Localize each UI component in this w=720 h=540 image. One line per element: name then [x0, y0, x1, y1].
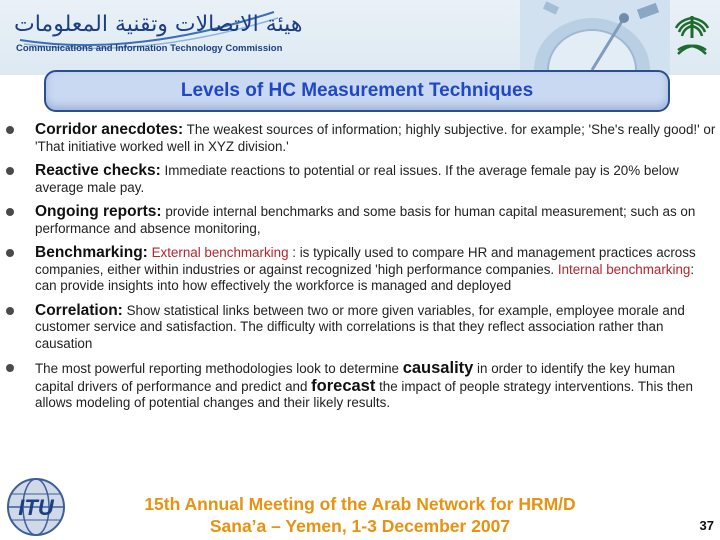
- forecast-term: forecast: [311, 376, 376, 395]
- bullet-reactive-checks: [6, 163, 716, 196]
- bullet-text: The weakest sources of information; highly subjective. for example; 'She's really good!' or 'That initiative worked well in XYZ division.': [35, 122, 716, 154]
- bullet-colon: :: [142, 244, 148, 261]
- bullet-term: Reactive checks: [35, 162, 156, 179]
- bullet-dot-icon: [6, 249, 14, 257]
- bullet-text: : can provide insights into how effectively the workforce is managed and deployed: [35, 261, 695, 293]
- bullet-text: the impact of people strategy interventions. This then allows modeling of potential changes and their likely results.: [35, 378, 693, 410]
- page-number: 37: [699, 518, 714, 533]
- footer-line-1: 15th Annual Meeting of the Arab Network for HRM/D: [144, 494, 576, 514]
- itu-logo-text: ITU: [18, 495, 54, 520]
- bullet-text: Immediate reactions to potential or real issues. If the average female pay is 20% below average male pay.: [35, 163, 679, 195]
- header-band: [0, 0, 720, 75]
- slide-title-box: [44, 70, 670, 112]
- bullet-term: Ongoing reports: [35, 203, 157, 220]
- bullet-term: Benchmarking: [35, 244, 143, 261]
- org-name-arabic: هيئة الاتصالات وتقنية المعلومات: [14, 12, 303, 37]
- bullet-dot-icon: [6, 307, 14, 315]
- internal-benchmarking-term: Internal benchmarking: [557, 261, 691, 277]
- external-benchmarking-term: External benchmarking: [147, 245, 289, 260]
- bullet-term: Corridor anecdotes: [35, 121, 178, 138]
- bullet-colon: :: [155, 162, 161, 179]
- satellite-dish-icon: [520, 0, 670, 75]
- bullet-dot-icon: [6, 208, 14, 216]
- bullet-text: provide internal benchmarks and some basis for human capital measurement; such as on performance and absence monitoring,: [35, 204, 696, 236]
- slide-title: Levels of HC Measurement Techniques: [180, 80, 534, 101]
- bullet-text: Show statistical links between two or more given variables, for example, employee morale and customer service and satisfaction. The difficulty with correlations is that they reflect association rather than causation: [35, 302, 685, 351]
- bullet-term: Correlation:: [35, 301, 123, 319]
- bullet-text: The most powerful reporting methodologies look to determine: [35, 361, 403, 376]
- bullet-dot-icon: [6, 167, 14, 175]
- bullet-benchmarking: [6, 245, 716, 295]
- bullet-colon: :: [177, 121, 184, 138]
- bullet-colon: :: [156, 203, 162, 220]
- bullet-text: in order to identify the key human capital drivers of performance and predict and: [35, 361, 676, 394]
- saudi-emblem-icon: [672, 14, 712, 60]
- bullet-dot-icon: [6, 126, 14, 134]
- bullet-correlation: [6, 303, 716, 353]
- bullet-corridor-anecdotes: [6, 122, 716, 155]
- bullet-list: [6, 122, 716, 420]
- bullet-dot-icon: [6, 364, 14, 372]
- bullet-text: : is typically used to compare HR and management practices across companies, either within industries or against recognized 'high performance companies.: [35, 245, 696, 277]
- footer-line-2: Sana’a – Yemen, 1-3 December 2007: [209, 516, 511, 536]
- bullet-ongoing-reports: [6, 204, 716, 237]
- causality-term: causality: [402, 359, 474, 377]
- org-name-english: Communications and Information Technology Commission: [16, 43, 283, 54]
- bullet-powerful-methodologies: [6, 360, 716, 412]
